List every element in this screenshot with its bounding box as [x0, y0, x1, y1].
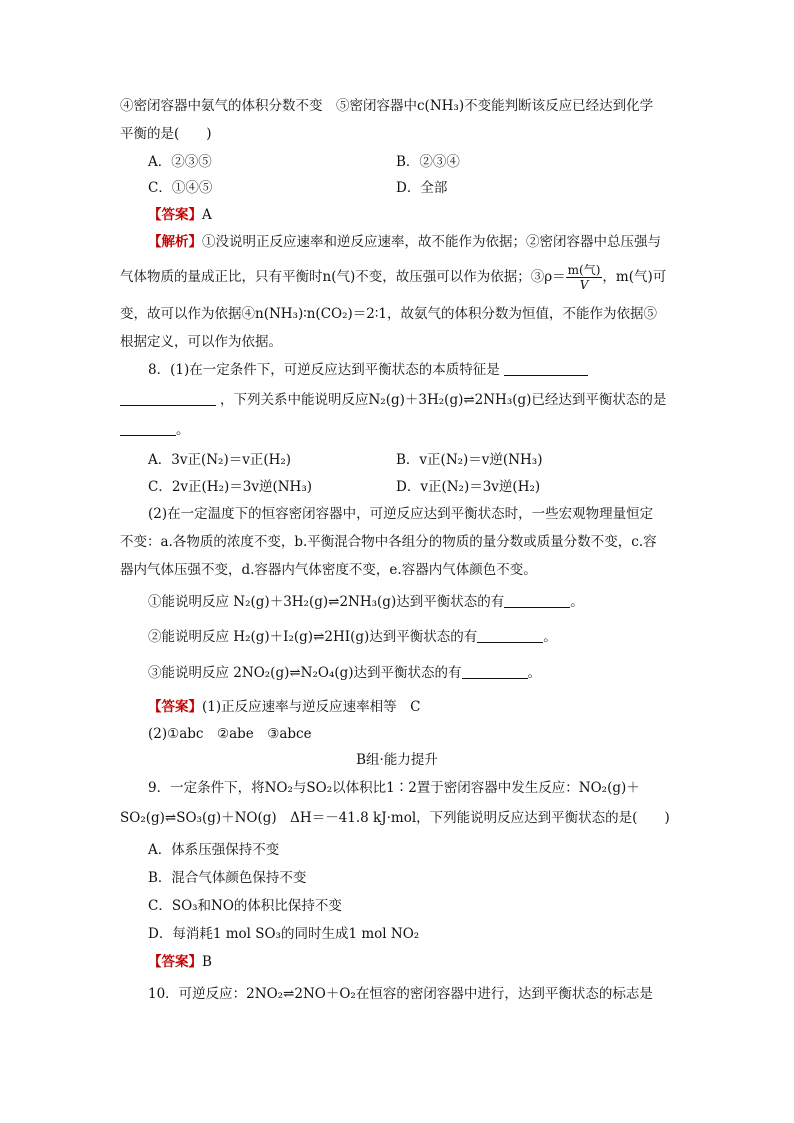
q7-answer-line — [148, 205, 212, 225]
answer-blank — [462, 664, 528, 679]
q8-option-a: A．3v正(N₂)＝v正(H₂) — [148, 452, 292, 468]
answer-blank — [477, 628, 543, 643]
q9-answer: B — [202, 954, 212, 970]
q7-option-c: C．①④⑤ — [148, 180, 213, 196]
analysis-tag: 【解析】 — [148, 234, 202, 250]
q8-answer1: (1)正反应速率与逆反应速率相等 C — [202, 699, 421, 715]
answer-tag: 【答案】 — [148, 699, 202, 715]
q8-line3-end: 。 — [176, 422, 190, 438]
q7-analysis-line3: 变，故可以作为依据④n(NH₃)∶n(CO₂)＝2∶1，故氨气的体积分数为恒值，不能作为依据⑤ — [120, 306, 657, 322]
density-fraction — [566, 263, 603, 292]
q8-option-b: B．v正(N₂)＝v逆(NH₃) — [396, 452, 543, 468]
q8-line2-text: ，下列关系中能说明反应N₂(g)＋3H₂(g)⇌2NH₃(g)已经达到平衡状态的是 — [220, 392, 667, 408]
q8-sub1-text: ①能说明反应 N₂(g)＋3H₂(g)⇌2NH₃(g)达到平衡状态的有 — [148, 594, 505, 610]
q8-part2-line1: (2)在一定温度下的恒容密闭容器中，可逆反应达到平衡状态时，一些宏观物理量恒定 — [148, 506, 654, 522]
q7-line1: ④密闭容器中氨气的体积分数不变 ⑤密闭容器中c(NH₃)不变能判断该反应已经达到化学 — [120, 98, 654, 114]
q8-line2 — [120, 390, 666, 410]
q8-part2-line2: 不变：a.各物质的浓度不变，b.平衡混合物中各组分的物质的量分数或质量分数不变，c.容 — [120, 534, 657, 550]
q8-answer-line2: (2)①abc ②abe ③abce — [148, 726, 312, 742]
end-mark: 。 — [527, 665, 542, 681]
end-mark: 。 — [543, 629, 557, 645]
q7-option-d: D．全部 — [396, 180, 448, 196]
q7-option-b: B．②③④ — [396, 154, 460, 170]
q9-answer-line — [148, 952, 212, 972]
q8-line1 — [148, 360, 588, 380]
fraction-numerator: m(气) — [567, 263, 601, 277]
q9-option-c: C．SO₃和NO的体积比保持不变 — [148, 898, 342, 914]
q7-analysis-text1: ①没说明正反应速率和逆反应速率，故不能作为依据；②密闭容器中总压强与 — [202, 234, 661, 250]
end-mark: 。 — [570, 594, 584, 610]
q9-line1: 9．一定条件下，将NO₂与SO₂以体积比1∶2置于密闭容器中发生反应：NO₂(g)＋ — [148, 780, 640, 796]
q7-analysis-line1 — [148, 232, 661, 252]
q8-sub2-text: ②能说明反应 H₂(g)＋I₂(g)⇌2HI(g)达到平衡状态的有 — [148, 629, 478, 645]
q10-line1: 10．可逆反应：2NO₂⇌2NO＋O₂在恒容的密闭容器中进行，达到平衡状态的标志是 — [148, 986, 653, 1002]
q9-line2: SO₂(g)⇌SO₃(g)＋NO(g) ΔH＝－41.8 kJ·mol，下列能说明反应达到平衡状态的是( ) — [120, 810, 670, 826]
q7-answer: A — [202, 207, 212, 223]
q7-analysis-line4: 根据定义，可以作为依据。 — [120, 334, 282, 350]
fraction-denominator: V — [579, 278, 589, 292]
q8-line3 — [120, 420, 190, 440]
q9-option-b: B．混合气体颜色保持不变 — [148, 870, 307, 886]
q8-sub3 — [148, 663, 541, 683]
q8-sub3-text: ③能说明反应 2NO₂(g)⇌N₂O₄(g)达到平衡状态的有 — [148, 665, 462, 681]
answer-blank — [120, 421, 176, 436]
q9-option-d: D．每消耗1 mol SO₃的同时生成1 mol NO₂ — [148, 926, 420, 942]
q7-line2: 平衡的是( ) — [120, 126, 212, 142]
answer-blank — [504, 593, 570, 608]
q8-part2-line3: 器内气体压强不变，d.容器内气体密度不变，e.容器内气体颜色不变。 — [120, 562, 537, 578]
q8-line1-text: 8．(1)在一定条件下，可逆反应达到平衡状态的本质特征是 — [148, 362, 500, 378]
q8-sub2 — [148, 627, 557, 647]
q8-answer-line1 — [148, 697, 420, 717]
q8-option-c: C．2v正(H₂)＝3v逆(NH₃) — [148, 479, 313, 495]
q7-analysis-text2-post: ，m(气)可 — [602, 269, 667, 285]
answer-blank — [120, 391, 216, 406]
section-title: B组·能力提升 — [356, 752, 438, 768]
q7-option-a: A．②③⑤ — [148, 154, 212, 170]
q9-option-a: A．体系压强保持不变 — [148, 842, 280, 858]
q8-sub1 — [148, 592, 584, 612]
q7-analysis-text2-pre: 气体物质的量成正比，只有平衡时n(气)不变，故压强可以作为依据；③ρ＝ — [120, 269, 566, 285]
answer-tag: 【答案】 — [148, 954, 202, 970]
q7-analysis-line2 — [120, 263, 666, 292]
q8-option-d: D．v正(N₂)＝3v逆(H₂) — [396, 479, 541, 495]
answer-tag: 【答案】 — [148, 207, 202, 223]
answer-blank — [504, 361, 588, 376]
